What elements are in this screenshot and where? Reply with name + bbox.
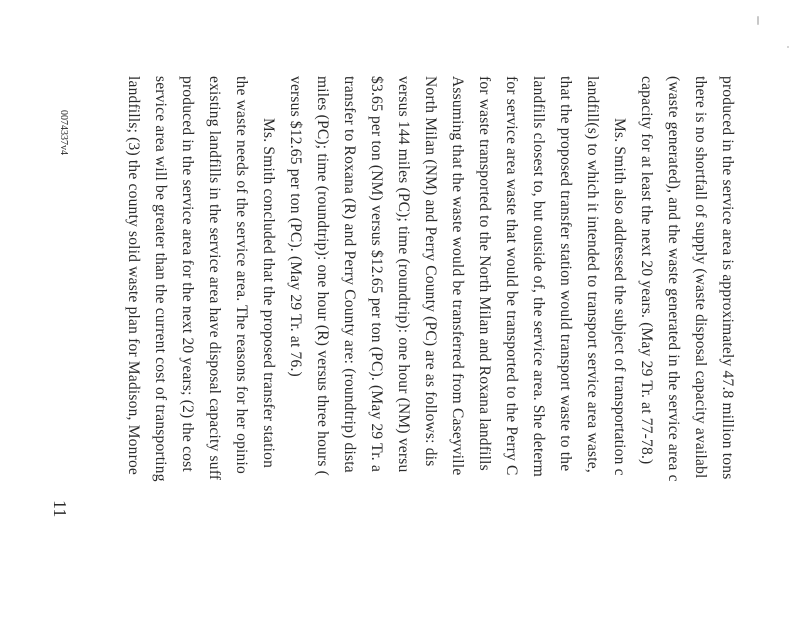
body-line: miles (PC); time (roundtrip): one hour (R) versus three hours (: [314, 76, 331, 477]
body-line: there is no shortfall of supply (waste disposal capacity availabl: [692, 76, 709, 479]
document-id: 0074337v4: [58, 110, 69, 155]
body-line: produced in the service area is approximately 47.8 million tons: [719, 76, 736, 480]
body-line: landfills closest to, but outside of, the service area. She determ: [530, 76, 547, 478]
body-line: for waste transported to the North Milan and Roxana landfills: [476, 76, 493, 471]
body-line: $3.65 per ton (NM) versus $12.65 per ton (PC). (May 29 Tr. a: [368, 76, 385, 473]
body-line: versus 144 miles (PC); time (roundtrip): one hour (NM) versu: [395, 76, 412, 473]
body-line: Assuming that the waste would be transferred from Caseyville: [449, 76, 466, 476]
body-line: versus $12.65 per ton (PC). (May 29 Tr. at 76.): [287, 76, 304, 377]
body-line: North Milan (NM) and Perry County (PC) are as follows: dis: [422, 76, 439, 467]
scan-speck: [787, 46, 789, 48]
paragraph-first-line: Ms. Smith concluded that the proposed transfer station: [260, 118, 277, 469]
body-line: the waste needs of the service area. The reasons for her opinio: [233, 76, 250, 474]
scan-speck: [757, 16, 759, 25]
body-line: for service area waste that would be transported to the Perry C: [503, 76, 520, 476]
body-line: capacity for at least the next 20 years. (May 29 Tr. at 77-78.): [638, 76, 655, 465]
body-line: that the proposed transfer station would transport waste to the: [557, 76, 574, 472]
body-line: transfer to Roxana (R) and Perry County are: (roundtrip) dista: [341, 76, 358, 473]
paragraph-first-line: Ms. Smith also addressed the subject of transportation c: [611, 118, 628, 476]
body-line: landfill(s) to which it intended to transport service area waste,: [584, 76, 601, 473]
page-number: 11: [50, 500, 70, 518]
body-line: (waste generated), and the waste generated in the service area c: [665, 76, 682, 482]
body-line: landfills; (3) the county solid waste plan for Madison, Monroe: [125, 76, 142, 475]
body-line: existing landfills in the service area have disposal capacity suff: [206, 76, 223, 481]
body-line: produced in the service area for the next 20 years; (2) the cost: [179, 76, 196, 472]
body-line: service area will be greater than the current cost of transporting: [152, 76, 169, 482]
